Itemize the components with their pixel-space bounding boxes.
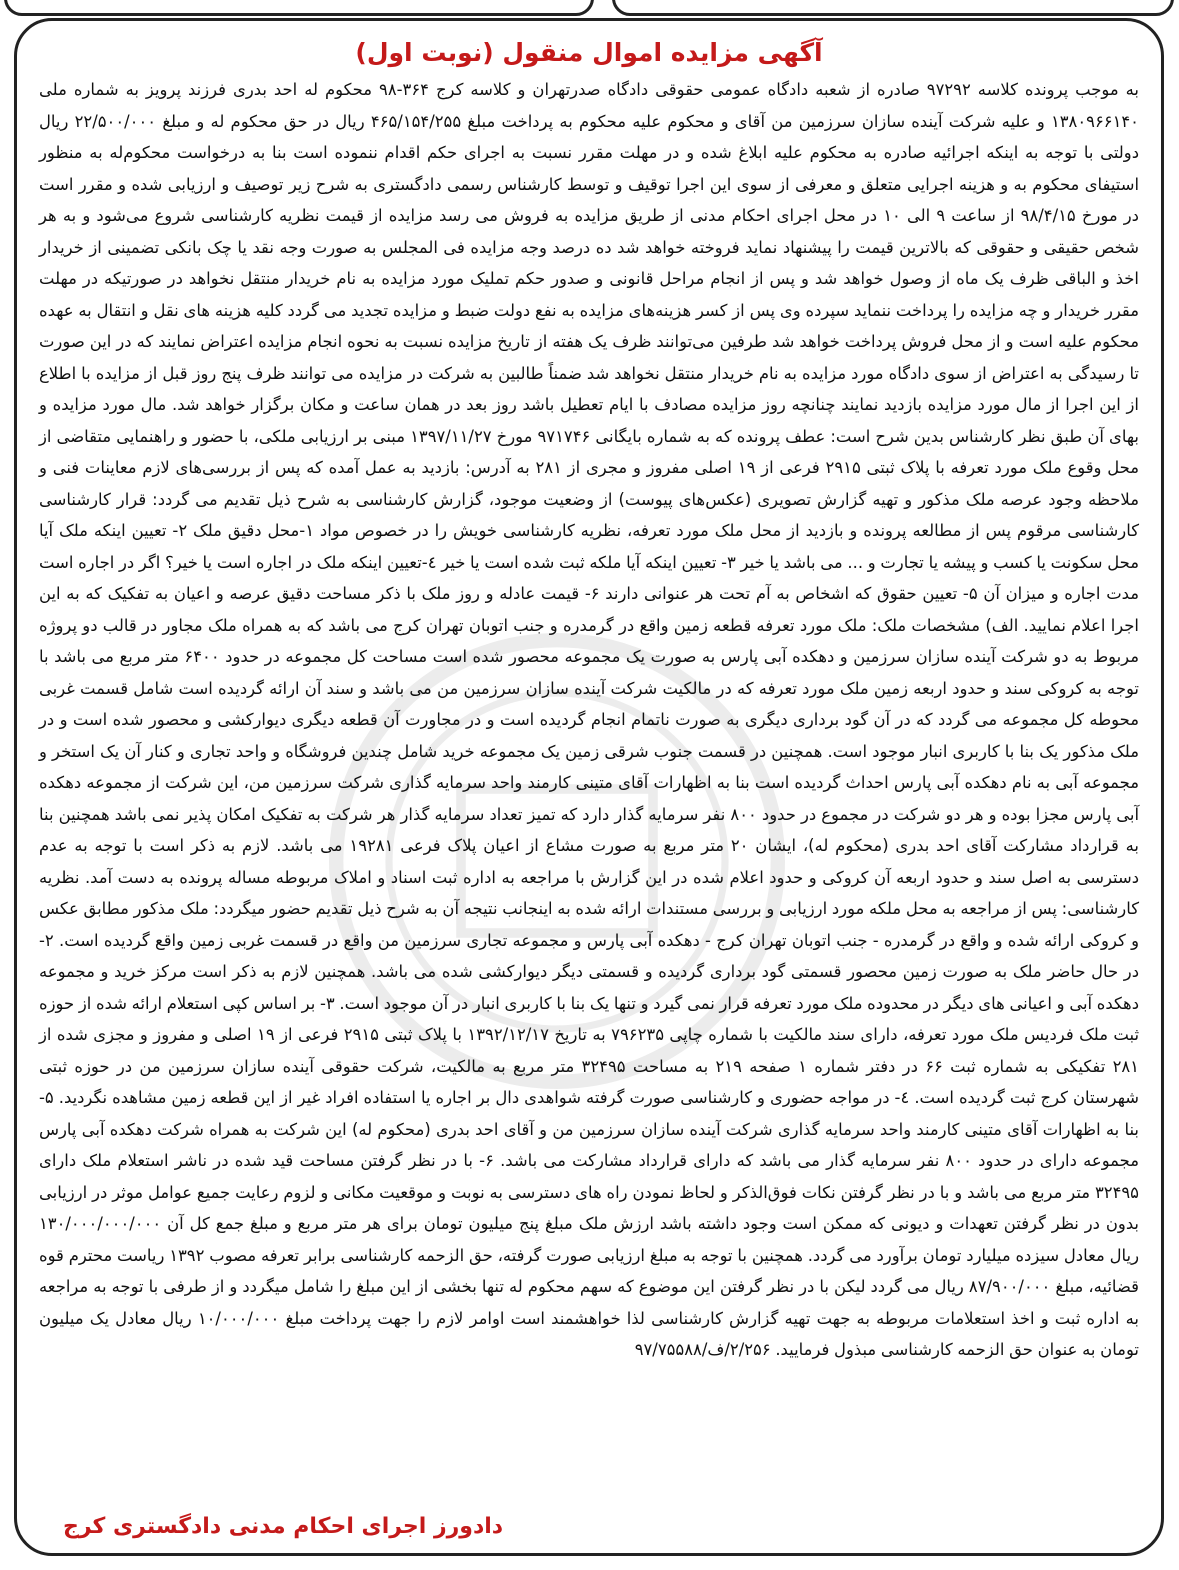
notice-signature: دادورز اجرای احکام مدنی دادگستری کرج bbox=[63, 1514, 504, 1539]
notice-body: به موجب پرونده کلاسه ۹۷۲۹۲ صادره از شعبه دادگاه عمومی حقوقی دادگاه صدرتهران و کلاسه کرج ۳۶۴-۹۸ محکوم له احد بدری فرزند پرویز به شماره ملی ۱۳۸۰۹۶۶۱۴۰ و علیه شرکت آینده سازان سرزمین من آقای و محکوم علیه محکوم به پرداخت مبلغ ۴۶۵/۱۵۴/۲۵۵ ریال در حق محکوم له و مبلغ ۲۲/۵۰۰/۰۰۰ ریال دولتی با توجه به اینکه اجرائیه صادره به محکوم علیه ابلاغ شده و در مهلت مقرر نسبت به اجرای حکم اقدام ننموده است بنا به درخواست محکوم‌له به منظور استیفای محکوم به و هزینه اجرایی متعلق و معرفی از سوی این اجرا توقیف و توسط کارشناس رسمی دادگستری به شرح زیر توصیف و ارزیابی شده و مقرر است در مورخ ۹۸/۴/۱۵ از ساعت ۹ الی ۱۰ در محل اجرای احکام مدنی از طریق مزایده به فروش می رسد مزایده از قیمت نظریه کارشناسی شروع می‌شود و به هر شخص حقیقی و حقوقی که بالاترین قیمت را پیشنهاد نماید فروخته خواهد شد ده درصد وجه مزایده فی المجلس به صورت وجه نقد یا چک بانکی تضمینی از خریدار اخذ و الباقی ظرف یک ماه از وصول خواهد شد و پس از انجام مراحل قانونی و صدور حکم تملیک مورد مزایده به نام خریدار منتقل نخواهد در صورتیکه در مهلت مقرر خریدار و چه مزایده را پرداخت ننماید سپرده وی پس از کسر هزینه‌های مزایده به نفع دولت ضبط و مزایده تجدید می گردد کلیه هزینه های نقل و انتقال به عهده محکوم علیه است و از محل فروش پرداخت خواهد شد طرفین می‌توانند ظرف یک هفته از تاریخ مزایده نسبت به نحوه انجام مزایده اعتراض نمایند که در این صورت تا رسیدگی به اعتراض از سوی دادگاه مورد مزایده به نام خریدار منتقل نخواهد شد ضمناً طالبین به شرکت در مزایده می توانند ظرف پنج روز قبل از مزایده با اطلاع از این اجرا از مال مورد مزایده بازدید نمایند چنانچه روز مزایده مصادف با ایام تعطیل باشد روز بعد در همان ساعت و مکان برگزار خواهد شد. مال مورد مزایده و بهای آن طبق نظر کارشناس بدین شرح است: عطف پرونده که به شماره بایگانی ۹۷۱۷۴۶ مورخ ۱۳۹۷/۱۱/۲۷ مبنی بر ارزیابی ملکی، با حضور و راهنمایی متقاضی از محل وقوع ملک مورد تعرفه با پلاک ثبتی ۲۹۱۵ فرعی از ۱۹ اصلی مفروز و مجری از ۲۸۱ به آدرس: بازدید به عمل آمده که پس از بررسی‌های لازم معاینات فنی و ملاحظه وجود عرصه ملک مذکور و تهیه گزارش تصویری (عکس‌های پیوست) از وضعیت موجود، گزارش کارشناسی به شرح ذیل تقدیم می گردد: قرار کارشناسی کارشناسی مرقوم پس از مطالعه پرونده و بازدید از محل ملک مورد تعرفه، نظریه کارشناسی خویش را در خصوص مواد ۱-محل دقیق ملک ۲- تعیین اینکه ملک آیا محل سکونت یا کسب و پیشه یا تجارت و ... می باشد یا خیر ۳- تعیین اینکه آیا ملکه ثبت شده است یا خیر ٤-تعیین اینکه ملک در اجاره است یا خیر؟ اگر در اجاره است مدت اجاره و میزان آن ۵- تعیین حقوق که اشخاص به آم تحت هر عنوانی دارند ۶- قیمت عادله و روز ملک با ذکر مساحت دقیق عرصه و اعیان به تفکیک که به این اجرا اعلام نمایید. الف) مشخصات ملک: ملک مورد تعرفه قطعه زمین واقع در گرمدره و جنب اتوبان تهران کرج می باشد که به همراه ملک مجاور در قالب دو پروژه مربوط به دو شرکت آینده سازان سرزمین و دهکده آبی پارس به صورت یک مجموعه محصور شده است مساحت کل مجموعه در حدود ۶۴۰۰ متر مربع می باشد با توجه به کروکی سند و حدود اربعه زمین ملک مورد تعرفه که در مالکیت شرکت آینده سازان سرزمین من می باشد و سند آن ارائه گردیده است شامل قسمت غربی محوطه کل مجموعه می گردد که در آن گود برداری دیگری به صورت ناتمام انجام گردیده است و در مجاورت آن قطعه دیگری دیوارکشی و محصور شده است و در ملک مذکور یک بنا با کاربری انبار موجود است. همچنین در قسمت جنوب شرقی زمین یک مجموعه خرید شامل چندین فروشگاه و واحد تجاری و کنار آن یک استخر و مجموعه آبی به نام دهکده آبی پارس احداث گردیده است بنا به اظهارات آقای متینی کارمند واحد سرمایه گذاری شرکت سرزمین من، این شرکت از مجموعه دهکده آبی پارس مجزا بوده و هر دو شرکت در مجموع در حدود ۸۰۰ نفر سرمایه گذار دارد که تمیز تعداد سرمایه گذار هر شرکت به تفکیک امکان پذیر نمی باشد همچنین بنا به قرارداد مشارکت آقای احد بدری (محکوم له)، ایشان ۲۰ متر مربع به صورت مشاع از اعیان پلاک فرعی ۱۹۲۸۱ می باشد. لازم به ذکر است با توجه به عدم دسترسی به اصل سند و حدود اربعه آن کروکی و حدود اعلام شده در این گزارش با مراجعه به اداره ثبت اسناد و املاک مربوطه مساله پرونده به دست آمد. نظریه کارشناسی: پس از مراجعه به محل ملکه مورد ارزیابی و بررسی مستندات ارائه شده به اینجانب نتیجه آن به شرح ذیل تقدیم حضور میگردد: ملک مذکور مطابق عکس و کروکی ارائه شده و واقع در گرمدره - جنب اتوبان تهران کرج - دهکده آبی پارس و مجموعه تجاری سرزمین من واقع در قسمت غربی زمین واقع گردیده است. ۲- در حال حاضر ملک به صورت زمین محصور قسمتی گود برداری گردیده و قسمتی دیگر دیوارکشی شده می باشد. همچنین لازم به ذکر است مرکز خرید و مجموعه دهکده آبی و اعیانی های دیگر در محدوده ملک مورد تعرفه قرار نمی گیرد و تنها یک بنا با کاربری انبار در آن موجود است. ۳- بر اساس کپی استعلام ارائه شده از حوزه ثبت ملک فردیس ملک مورد تعرفه، دارای سند مالکیت با شماره چاپی ۷۹۶۲۳۵ به تاریخ ۱۳۹۲/۱۲/۱۷ با پلاک ثبتی ۲۹۱۵ فرعی از ۱۹ اصلی و مفروز و مجزی شده از ۲۸۱ تفکیکی به شماره ثبت ۶۶ در دفتر شماره ۱ صفحه ۲۱۹ به مساحت ۳۲۴۹۵ متر مربع به مالکیت، شرکت حقوقی آینده سازان سرزمین من در حوزه ثبتی شهرستان کرج ثبت گردیده است. ٤- در مواجه حضوری و کارشناسی صورت گرفته شواهدی دال بر اجاره یا استفاده افراد غیر از این قطعه زمین مشاهده نگردید. ۵- بنا به اظهارات آقای متینی کارمند واحد سرمایه گذاری شرکت آینده سازان سرزمین من و آقای احد بدری (محکوم له) این شرکت به همراه شرکت دهکده آبی پارس مجموعه دارای در حدود ۸۰۰ نفر سرمایه گذار می باشد که دارای قرارداد مشارکت می باشد. ۶- با در نظر گرفتن مساحت قید شده در ناشر استعلام ملک دارای ۳۲۴۹۵ متر مربع می باشد و با در نظر گرفتن نکات فوق‌الذکر و لحاظ نمودن راه های دسترسی به نوبت و موقعیت مکانی و لزوم رعایت جمیع عوامل موثر در ارزیابی بدون در نظر گرفتن تعهدات و دیونی که ممکن است وجود داشته باشد ارزش ملک مبلغ پنج میلیون تومان برای هر متر مربع و مبلغ جمع کل آن ۱۳۰/۰۰۰/۰۰۰/۰۰۰ ریال معادل سیزده میلیارد تومان برآورد می گردد. همچنین با توجه به مبلغ ارزیابی صورت گرفته، حق الزحمه کارشناسی برابر تعرفه مصوب ۱۳۹۲ ریاست محترم قوه قضائیه، مبلغ ۸۷/۹۰۰/۰۰۰ ریال می گردد لیکن با در نظر گرفتن این موضوع که سهم محکوم له تنها بخشی از این مبلغ را شامل میگردد و از طرفی با توجه به مراجعه به اداره ثبت و اخذ استعلامات مربوطه به جهت تهیه گزارش کارشناسی لذا خواهشمند است اوامر لازم را جهت پرداخت مبلغ ۱۰/۰۰۰/۰۰۰ ریال معادل یک میلیون تومان به عنوان حق الزحمه کارشناسی مبذول فرمایید. ۲/۲۵۶/ف/۹۷/۷۵۵۸۸ bbox=[39, 80, 1140, 1359]
notice-title: آگهی مزایده اموال منقول (نوبت اول) bbox=[355, 38, 823, 67]
auction-notice-box bbox=[14, 18, 1164, 1556]
adjacent-ad-frame-right bbox=[612, 0, 1174, 16]
adjacent-ad-frame-left bbox=[4, 0, 594, 16]
